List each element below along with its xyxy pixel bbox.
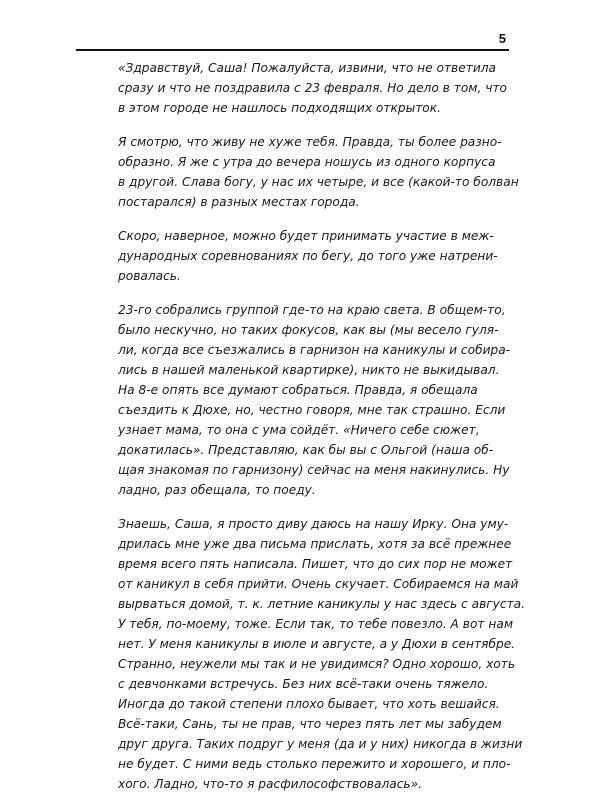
text-line: «Здравствуй, Саша! Пожалуйста, извини, что не ответила [118, 61, 497, 75]
page-number: 5 [498, 31, 506, 46]
text-line: докатилась». Представляю, как бы вы с Ольгой (наша об- [118, 443, 494, 457]
paragraph [118, 132, 519, 212]
text-line: не будет. С ними ведь столько пережито и хорошего, и пло- [118, 757, 511, 771]
text-line: 23-го собрались группой где-то на краю света. В общем-то, [118, 303, 506, 317]
text-line: от каникул в себя прийти. Очень скучает. Собираемся на май [118, 577, 519, 591]
paragraph [118, 58, 507, 118]
text-line: было нескучно, но таких фокусов, как вы (мы весело гуля- [118, 323, 499, 337]
text-line: дународных соревнованиях по бегу, до того уже натрени- [118, 249, 498, 263]
text-line: Всё-таки, Сань, ты не прав, что через пять лет мы забудем [118, 717, 502, 731]
text-line: друг друга. Таких подруг у меня (да и у них) никогда в жизни [118, 737, 523, 751]
text-line: с девчонками встречусь. Без них всё-таки очень тяжело. [118, 677, 489, 691]
letter-text [118, 58, 526, 808]
text-line: узнает мама, то она с ума сойдёт. «Ничего себе сюжет, [118, 423, 480, 437]
text-line: сразу и что не поздравила с 23 февраля. Но дело в том, что [118, 81, 507, 95]
text-line: ли, когда все съезжались в гарнизон на каникулы и собира- [118, 343, 511, 357]
text-line: лись в нашей маленькой квартирке), никто не выкидывал. [118, 363, 500, 377]
text-line: Странно, неужели мы так и не увидимся? Одно хорошо, хоть [118, 657, 516, 671]
text-line: в этом городе не нашлось подходящих открыток. [118, 101, 441, 115]
text-line: ладно, раз обещала, то поеду. [118, 483, 316, 497]
text-line: образно. Я же с утра до вечера ношусь из одного корпуса [118, 155, 496, 169]
paragraph [118, 226, 498, 286]
text-line: Знаешь, Саша, я просто диву даюсь на нашу Ирку. Она уму- [118, 517, 509, 531]
text-line: съездить к Дюхе, но, честно говоря, мне так страшно. Если [118, 403, 506, 417]
text-line: Скоро, наверное, можно будет принимать участие в меж- [118, 229, 494, 243]
text-line: У тебя, по-моему, тоже. Если так, то тебе повезло. А вот нам [118, 617, 514, 631]
text-line: в другой. Слава богу, у нас их четыре, и все (какой-то болван [118, 175, 519, 189]
text-line: постарался) в разных местах города. [118, 195, 360, 209]
text-line: ровалась. [118, 269, 181, 283]
paragraph [118, 300, 511, 500]
text-line: Я смотрю, что живу не хуже тебя. Правда, ты более разно- [118, 135, 502, 149]
text-line: нет. У меня каникулы в июле и августе, а у Дюхи в сентябре. [118, 637, 516, 651]
paragraph [118, 514, 526, 794]
text-line: щая знакомая по гарнизону) сейчас на меня накинулись. Ну [118, 463, 510, 477]
header-rule [76, 49, 509, 51]
text-line: время всего пять написала. Пишет, что до сих пор не может [118, 557, 513, 571]
text-line: дрилась мне уже два письма прислать, хотя за всё прежнее [118, 537, 512, 551]
text-line: Иногда до такой степени плохо бывает, что хоть вешайся. [118, 697, 500, 711]
text-line: вырваться домой, т. к. летние каникулы у нас здесь с августа. [118, 597, 526, 611]
text-line: На 8-е опять все думают собраться. Правда, я обещала [118, 383, 478, 397]
text-line: хого. Ладно, что-то я расфилософствовалась». [118, 777, 422, 791]
